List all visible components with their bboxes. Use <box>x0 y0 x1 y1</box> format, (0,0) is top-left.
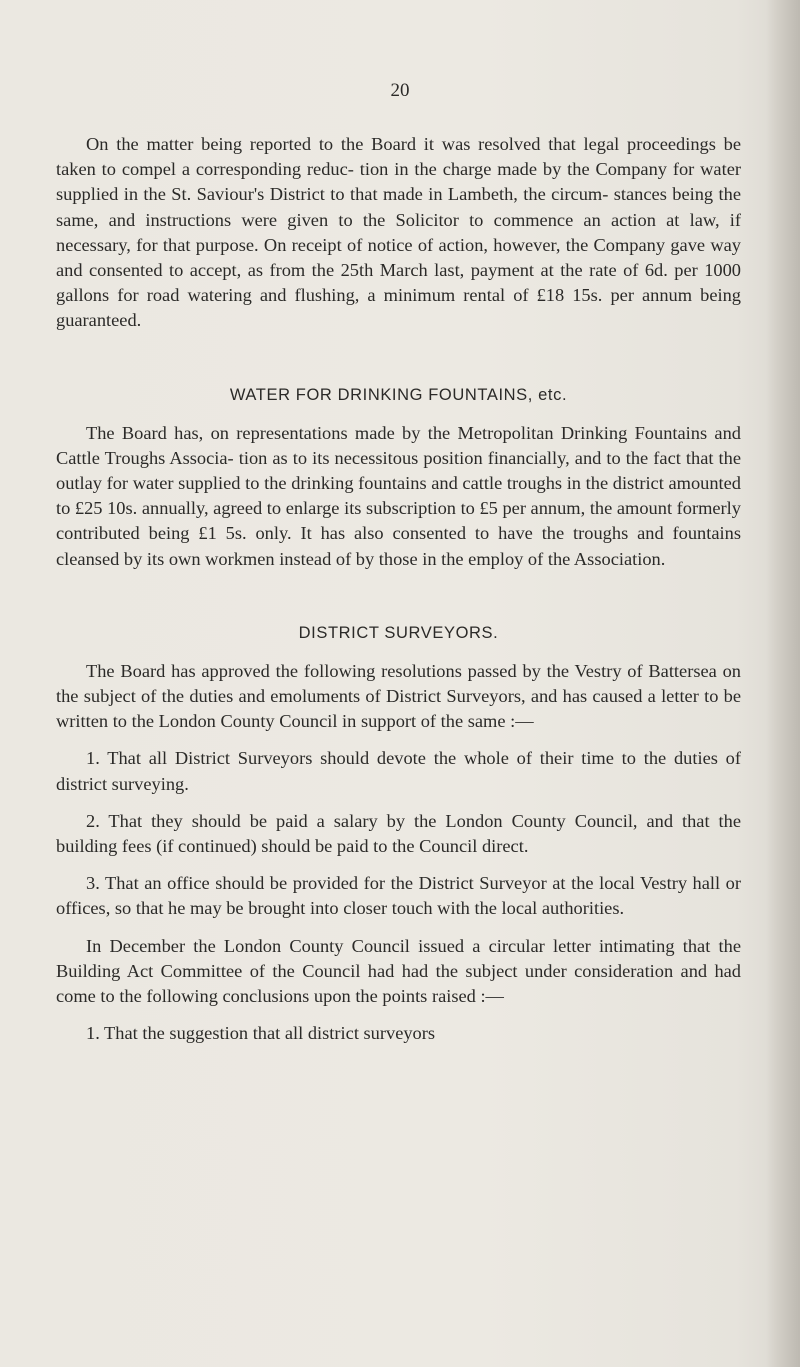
conclusion-item: 1. That the suggestion that all district surveyors <box>86 1023 436 1044</box>
page-edge-shadow <box>766 0 800 1367</box>
intro-paragraph: On the matter being reported to the Board it was resolved that legal proceedings be taken to compel a corresponding reduc- tion in the charge made by the Company for water supplied in the St. Saviour's District to that made in Lambeth, the circum- stances being the same, and instructions were given to the Solicitor to commence an action at law, if necessary, for that purpose. On receipt of notice of action, however, the Company gave way and consented to accept, as from the 25th March last, payment at the rate of 6d. per 1000 gallons for road watering and flushing, a minimum rental of £18 15s. per annum being guaranteed. <box>56 134 741 331</box>
december-paragraph: In December the London County Council issued a circular letter intimating that the Building Act Committee of the Council had had the subject under consideration and had come to the following conclusions upon the points raised :— <box>56 935 741 1007</box>
page-number: 20 <box>390 80 410 101</box>
resolution-item: 2. That they should be paid a salary by the London County Council, and that the building fees (if continued) should be paid to the Council direct. <box>56 810 741 857</box>
heading-drinking-fountains: WATER FOR DRINKING FOUNTAINS, etc. <box>229 385 568 404</box>
fountains-paragraph: The Board has, on representations made by the Metropolitan Drinking Fountains and Cattle Troughs Associa- tion as to its necessitous position financially, and to the fact that the outlay for water supplied to the drinking fountains and cattle troughs in the district amounted to £25 10s. annually, agreed to enlarge its subscription to £5 per annum, the amount formerly contributed being £1 5s. only. It has also consented to have the troughs and fountains cleansed by its own workmen instead of by those in the employ of the Association. <box>56 422 741 569</box>
page-content <box>56 132 741 1046</box>
surveyors-paragraph: The Board has approved the following resolutions passed by the Vestry of Battersea on the subject of the duties and emoluments of District Surveyors, and has caused a letter to be written to the London County Council in support of the same :— <box>56 660 741 732</box>
heading-district-surveyors: DISTRICT SURVEYORS. <box>298 623 499 642</box>
resolution-item: 1. That all District Surveyors should devote the whole of their time to the duties of district surveying. <box>56 748 741 794</box>
resolution-item: 3. That an office should be provided for the District Surveyor at the local Vestry hall or offices, so that he may be brought into closer touch with the local authorities. <box>56 873 741 919</box>
